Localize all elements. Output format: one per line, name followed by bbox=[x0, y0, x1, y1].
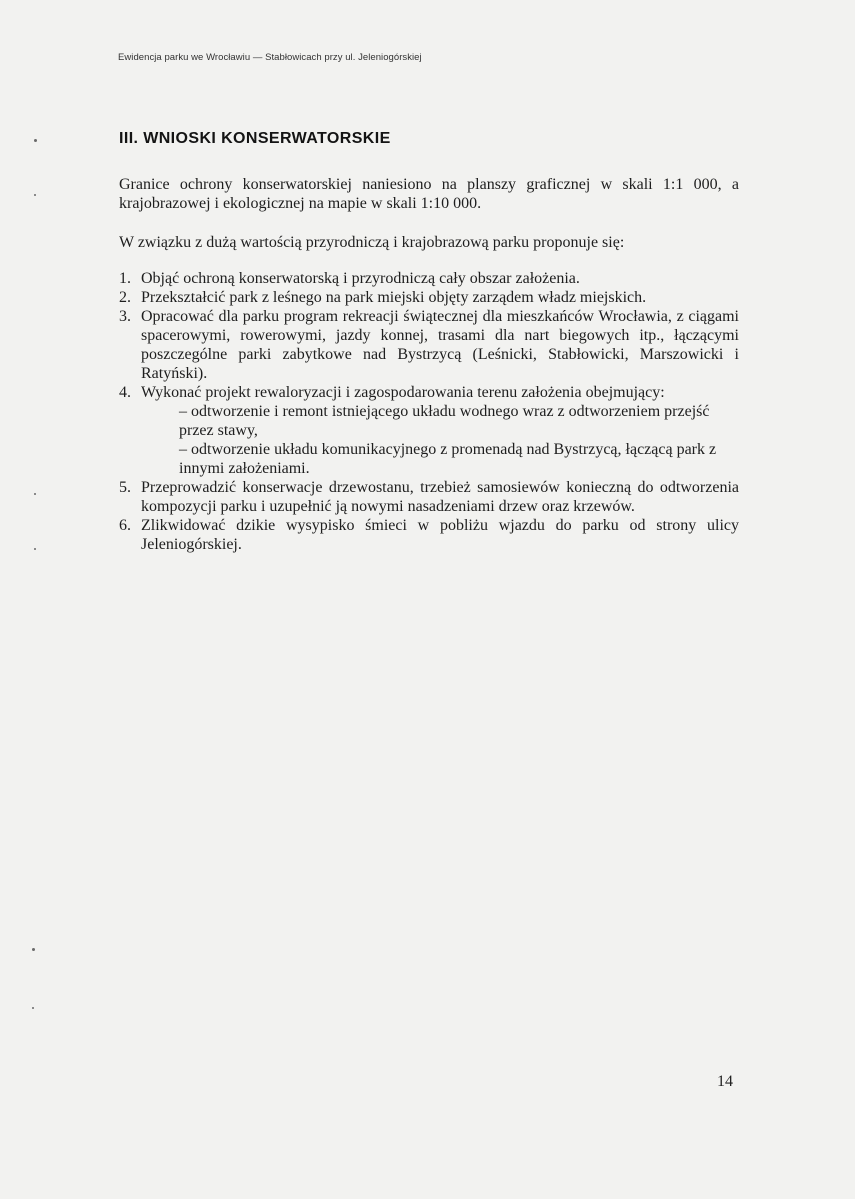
list-item-text: Wykonać projekt rewaloryzacji i zagospodarowania terenu założenia obejmujący: bbox=[141, 384, 665, 401]
list-item bbox=[119, 307, 739, 383]
sub-item: – odtworzenie układu komunikacyjnego z promenadą nad Bystrzycą, łączącą park z innymi założeniami. bbox=[179, 441, 717, 477]
list-item bbox=[119, 288, 739, 307]
list-item bbox=[119, 478, 739, 516]
sub-item: – odtworzenie i remont istniejącego układu wodnego wraz z odtworzeniem przejść przez stawy, bbox=[179, 403, 710, 439]
page-number: 14 bbox=[717, 1073, 733, 1090]
list-item-number: 6. bbox=[119, 517, 131, 534]
scan-speck bbox=[34, 194, 36, 196]
list-item-number: 4. bbox=[119, 384, 131, 401]
list-item-text: Objąć ochroną konserwatorską i przyrodniczą cały obszar założenia. bbox=[141, 270, 580, 287]
list-item-text: Opracować dla parku program rekreacji świątecznej dla mieszkańców Wrocławia, z ciągami spacerowymi, rowerowymi, jazdy konnej, trasami dla nart biegowych itp., łączącymi poszczególne parki zabytkowe nad Bystrzycą (Leśnicki, Stabłowicki, Marszowicki i Ratyński). bbox=[141, 308, 739, 382]
scan-speck bbox=[34, 548, 36, 550]
list-item-number: 1. bbox=[119, 270, 131, 287]
scan-speck bbox=[32, 1007, 34, 1009]
list-item-number: 3. bbox=[119, 308, 131, 325]
scan-speck bbox=[34, 493, 36, 495]
recommendations-list bbox=[119, 269, 739, 554]
section-title: III. WNIOSKI KONSERWATORSKIE bbox=[119, 130, 391, 147]
scan-speck bbox=[32, 948, 35, 951]
paragraph-proposal-intro: W związku z dużą wartością przyrodniczą i krajobrazową parku proponuje się: bbox=[119, 234, 625, 251]
list-item bbox=[119, 516, 739, 554]
list-item bbox=[119, 269, 739, 288]
list-item-text: Przekształcić park z leśnego na park miejski objęty zarządem władz miejskich. bbox=[141, 289, 647, 306]
list-item bbox=[119, 383, 739, 478]
list-item-text: Przeprowadzić konserwacje drzewostanu, trzebież samosiewów konieczną do odtworzenia kompozycji parku i uzupełnić ją nowymi nasadzeniami drzew oraz krzewów. bbox=[141, 479, 739, 515]
list-item-number: 2. bbox=[119, 289, 131, 306]
list-item-number: 5. bbox=[119, 479, 131, 496]
list-item-text: Zlikwidować dzikie wysypisko śmieci w pobliżu wjazdu do parku od strony ulicy Jeleniogórskiej. bbox=[141, 517, 739, 553]
running-header: Ewidencja parku we Wrocławiu — Stabłowicach przy ul. Jeleniogórskiej bbox=[118, 52, 422, 63]
paragraph-boundaries: Granice ochrony konserwatorskiej naniesiono na planszy graficznej w skali 1:1 000, a krajobrazowej i ekologicznej na mapie w skali 1:10 000. bbox=[119, 176, 739, 212]
scan-speck bbox=[34, 139, 37, 142]
